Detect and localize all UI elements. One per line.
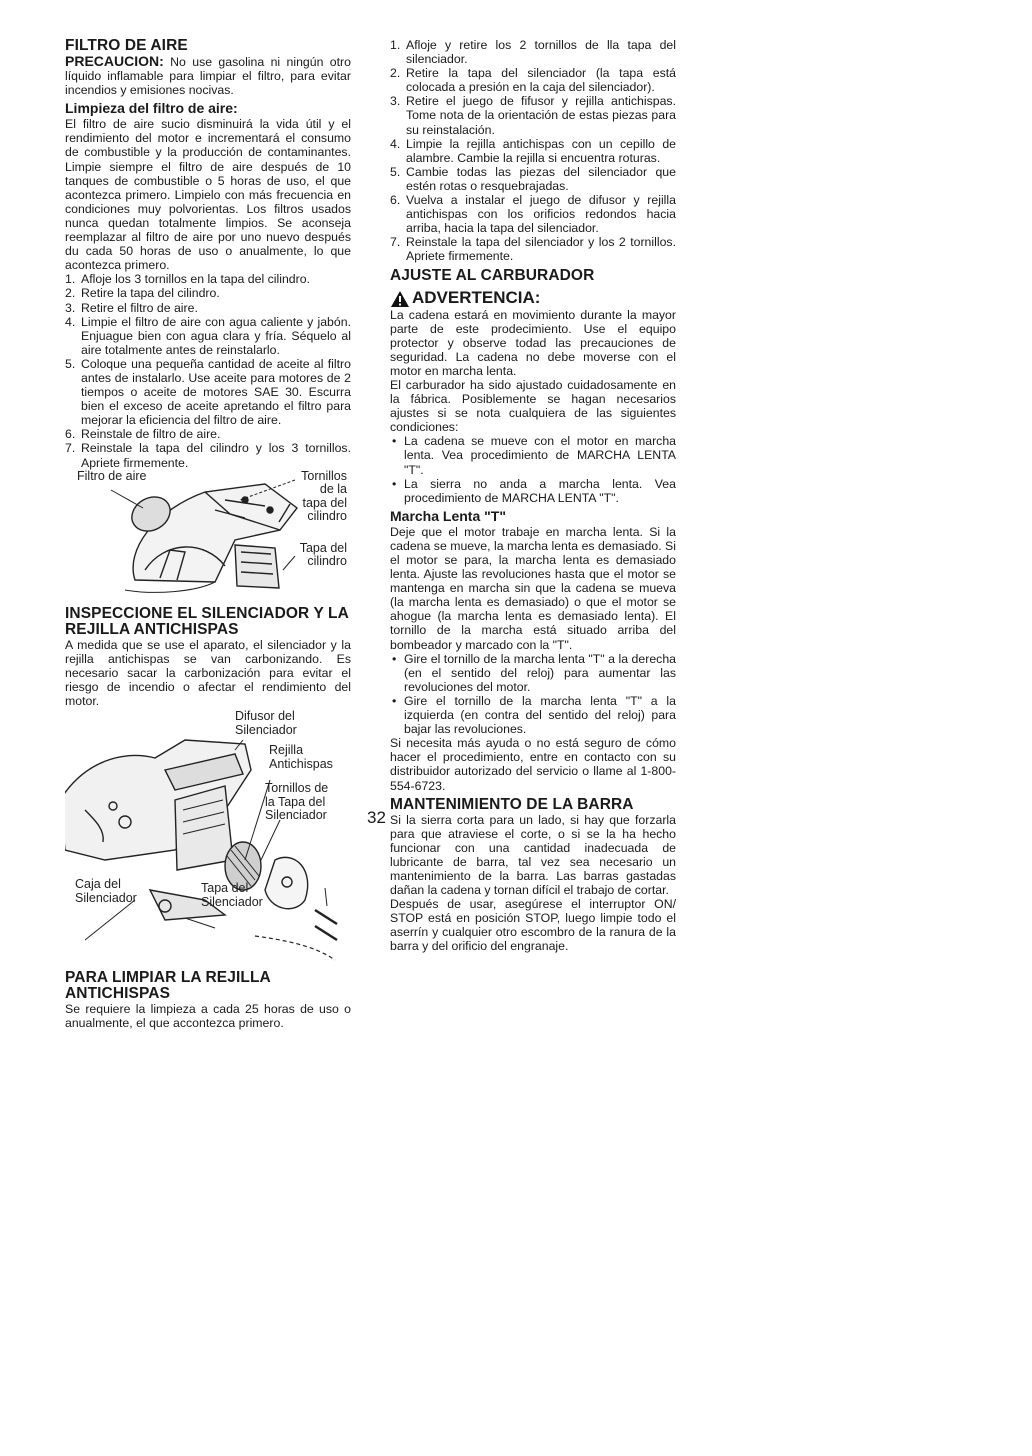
- list-item: 5. Coloque una pequeña cantidad de aceite al filtro antes de instalarlo. Use aceite para motores de 2 tiempos o aceite de motores SAE 30. Escurra bien el exceso de aceite apretando el filtro para mejorar la eficiencia del filtro de aire.: [65, 356, 351, 428]
- right-column: [390, 38, 676, 954]
- list-item: • Gire el tornillo de la marcha lenta "T" a la izquierda (en contra del sentido del reloj) para bajar las revoluciones.: [392, 693, 676, 737]
- list-item: 5. Cambie todas las piezas del silenciador que estén rotas o resquebrajadas.: [390, 164, 676, 193]
- section-title-bar-maintenance: MANTENIMIENTO DE LA BARRA: [390, 795, 634, 813]
- caution-paragraph: [65, 54, 351, 97]
- help-paragraph: Si necesita más ayuda o no está seguro de cómo hacer el procedimiento, entre en contacto con su distribuidor autorizado del servicio o llame al 1-800-554-6723.: [390, 736, 676, 793]
- section-title-air-filter: FILTRO DE AIRE: [65, 37, 188, 54]
- subtitle-idle-t: Marcha Lenta "T": [390, 507, 506, 524]
- label-muffler-cover-screws: Tornillos de la Tapa del Silenciador: [265, 781, 329, 823]
- list-item: 2. Retire la tapa del cilindro.: [65, 286, 220, 301]
- list-item: 7. Reinstale la tapa del cilindro y los 3 tornillos. Apriete firmemente.: [65, 441, 351, 470]
- air-filter-paragraph: El filtro de aire sucio disminuirá la vida útil y el rendimiento del motor e incrementará el consumo de combustible y la producción de contaminantes. Limpie siempre el filtro de aire después de 10 tanques de combustible o 5 horas de uso, el que acontezca primero. Limpielo con más frecuencia en condiciones muy polvorientas. Los filtros usados nunca quedan totalmente limpios. Se aconseja reemplazar al filtro de aire por uno nuevo después du cada 50 horas de uso o anualmente, lo que acontezca primero.: [65, 117, 351, 273]
- air-filter-figure: [65, 470, 351, 600]
- carburetor-conditions: [390, 434, 676, 504]
- caution-label: PRECAUCION:: [65, 53, 164, 69]
- bullet-icon: •: [392, 434, 397, 449]
- list-item: 3. Retire el juego de fifusor y rejilla antichispas. Tome nota de la orientación de estas piezas para su reinstalación.: [390, 94, 676, 137]
- muffler-figure: [65, 710, 351, 966]
- warning-icon: [390, 290, 410, 308]
- list-item: 3. Retire el filtro de aire.: [65, 300, 198, 315]
- list-item: 6. Vuelva a instalar el juego de difusor y rejilla antichispas con los orificios redondos hacia arriba, hacia la tapa del silenciador.: [390, 193, 676, 236]
- list-item: • Gire el tornillo de la marcha lenta "T" a la derecha (en el sentido del reloj) para aumentar las revoluciones del motor.: [392, 651, 676, 694]
- warning-text: La cadena estará en movimiento durante la mayor parte de este prodecimiento. Use el equipo protector y observe todad las precauciones de seguridad. La cadena no debe moverse con el motor en marcha lenta.: [390, 307, 676, 378]
- air-filter-steps: [65, 272, 351, 469]
- section-title-carburetor: AJUSTE AL CARBURADOR: [390, 266, 595, 284]
- idle-adjustments: [390, 652, 676, 737]
- list-item: 4. Limpie el filtro de aire con agua caliente y jabón. Enjuague bien con agua clara y fría. Séquelo al aire totalmente antes de reinstalarlo.: [65, 314, 351, 357]
- label-cylinder-cover-screws: Tornillos de la tapa del cilindro: [301, 468, 347, 524]
- list-item: 7. Reinstale la tapa del silenciador y los 2 tornillos. Apriete firmemente.: [390, 235, 676, 264]
- label-cylinder-cover: Tapa del cilindro: [299, 540, 347, 569]
- list-item: 1. Afloje los 3 tornillos en la tapa del cilindro.: [65, 272, 310, 287]
- label-muffler-cover: Tapa del Silenciador: [201, 881, 263, 909]
- muffler-paragraph: A medida que se use el aparato, el silenciador y la rejilla antichispas se van carbonizando. Es necesario sacar la carbonización para evitar el riesgo de incendio o afectar el rendimiento del motor.: [65, 637, 351, 708]
- left-column: [65, 38, 351, 1030]
- muffler-steps: [390, 38, 676, 264]
- caution-text: No use gasolina ni ningún otro líquido inflamable para limpiar el filtro, para evitar incendios y emisiones nocivas.: [65, 55, 351, 98]
- bar-maintenance-paragraph-2: Después de usar, asegúrese el interruptor ON/ STOP está en posición STOP, luego limpie todo el aserrín y cualquier otro escombro de la ranura de la barra y del orificio del engranaje.: [390, 897, 676, 954]
- list-item: • La sierra no anda a marcha lenta. Vea procedimiento de MARCHA LENTA "T".: [392, 476, 676, 505]
- section-title-clean-screen: PARA LIMPIAR LA REJILLA ANTICHISPAS: [65, 969, 271, 1003]
- bullet-icon: •: [392, 693, 397, 708]
- page-number: 32: [367, 808, 386, 827]
- label-spark-arrestor-screen: Rejilla Antichispas: [269, 743, 333, 771]
- clean-screen-paragraph: Se requiere la limpieza a cada 25 horas de uso o anualmente, el que accontezca primero.: [65, 1002, 351, 1031]
- bullet-icon: •: [392, 651, 397, 666]
- section-title-muffler: INSPECCIONE EL SILENCIADOR Y LA REJILLA ANTICHISPAS: [65, 604, 349, 638]
- list-item: • La cadena se mueve con el motor en marcha lenta. Vea procedimiento de MARCHA LENTA "T".: [392, 434, 676, 477]
- subtitle-air-filter-cleaning: Limpieza del filtro de aire:: [65, 100, 238, 117]
- idle-paragraph: Deje que el motor trabaje en marcha lenta. Si la cadena se mueve, la marcha lenta es demasiado. Si el motor se para, la marcha lenta es demasiado lenta. Ajuste las revoluciones hasta que el motor se mantenga en marcha sin que la cadena se mueva (la marcha lenta es demasiado) o que el motor se ahogue (la marcha lenta es demasiado lenta). El tornillo de la marcha está situado arriba del bombeador y marcado con la "T".: [390, 524, 676, 652]
- list-item: 6. Reinstale de filtro de aire.: [65, 427, 221, 442]
- label-muffler-case: Caja del Silenciador: [75, 877, 137, 905]
- warning-header: [390, 290, 676, 308]
- list-item: 2. Retire la tapa del silenciador (la tapa está colocada a presión en la caja del silenciador).: [390, 66, 676, 95]
- label-muffler-diffuser: Difusor del Silenciador: [235, 709, 297, 737]
- bullet-icon: •: [392, 476, 397, 491]
- label-air-filter: Filtro de aire: [77, 468, 147, 483]
- carburetor-paragraph: El carburador ha sido ajustado cuidadosamente en la fábrica. Posiblemente se hagan necesarios ajustes si se nota cualquiera de las siguientes condiciones:: [390, 377, 676, 435]
- list-item: 4. Limpie la rejilla antichispas con un cepillo de alambre. Cambie la rejilla si encuentra roturas.: [390, 136, 676, 165]
- warning-label: ADVERTENCIA:: [412, 288, 541, 308]
- list-item: 1. Afloje y retire los 2 tornillos de lla tapa del silenciador.: [390, 38, 676, 67]
- bar-maintenance-paragraph-1: Si la sierra corta para un lado, si hay que forzarla para que atraviese el corte, o si se la ha hecho funcionar con una cantidad inadecuada de lubricante de barra, tal vez sea necesario un mantenimiento de la barra. Las barras gastadas dañan la cadena y tornan difícil el trabajo de cortar.: [390, 812, 676, 898]
